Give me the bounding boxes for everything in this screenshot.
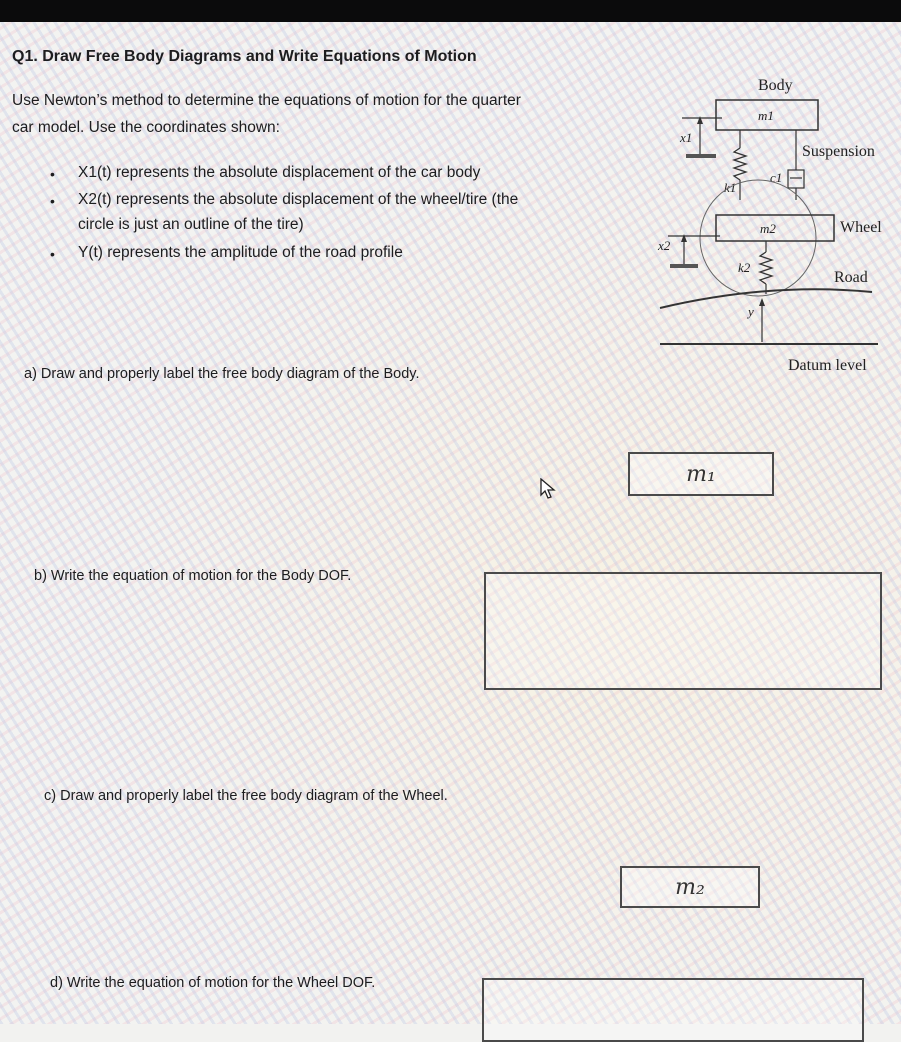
bullet-x1: X1(t) represents the absolute displacement of the car body xyxy=(78,164,481,181)
bullet-x2-line1: X2(t) represents the absolute displacement of the wheel/tire (the xyxy=(78,191,519,208)
body-equation-answer-box[interactable] xyxy=(484,572,882,690)
part-b-prompt: b) Write the equation of motion for the Body DOF. xyxy=(34,568,352,584)
body-label: Body xyxy=(758,77,793,94)
part-c-prompt: c) Draw and properly label the free body diagram of the Wheel. xyxy=(44,788,448,804)
m1-mass-box: m₁ xyxy=(628,452,774,496)
bullet-marker: • xyxy=(50,193,55,209)
wheel-label: Wheel xyxy=(840,219,882,236)
k2-label: k2 xyxy=(738,260,751,275)
bullet-x2-line2: circle is just an outline of the tire) xyxy=(78,216,304,233)
question-title: Q1. Draw Free Body Diagrams and Write Equations of Motion xyxy=(12,48,477,65)
intro-line-2: car model. Use the coordinates shown: xyxy=(12,119,280,136)
mouse-pointer-icon xyxy=(540,478,556,500)
bullet-y: Y(t) represents the amplitude of the road profile xyxy=(78,244,403,261)
bullet-marker: • xyxy=(50,246,55,262)
k1-label: k1 xyxy=(724,180,737,195)
bullet-marker: • xyxy=(50,166,55,182)
intro-line-1: Use Newton’s method to determine the equations of motion for the quarter xyxy=(12,92,521,109)
top-dark-bar xyxy=(0,0,901,22)
road-label: Road xyxy=(834,269,868,286)
m2-label: m2 xyxy=(760,221,776,236)
wheel-equation-answer-box[interactable] xyxy=(482,978,864,1042)
datum-label: Datum level xyxy=(788,357,867,374)
m2-mass-box: m₂ xyxy=(620,866,760,908)
x2-label: x2 xyxy=(658,238,671,253)
c1-label: c1 xyxy=(770,170,783,185)
part-d-prompt: d) Write the equation of motion for the Wheel DOF. xyxy=(50,975,376,991)
m1-label: m1 xyxy=(758,108,774,123)
quarter-car-diagram xyxy=(640,60,895,380)
part-a-prompt: a) Draw and properly label the free body diagram of the Body. xyxy=(24,366,420,382)
suspension-label: Suspension xyxy=(802,143,875,160)
y-label: y xyxy=(748,304,754,319)
x1-label: x1 xyxy=(680,130,693,145)
